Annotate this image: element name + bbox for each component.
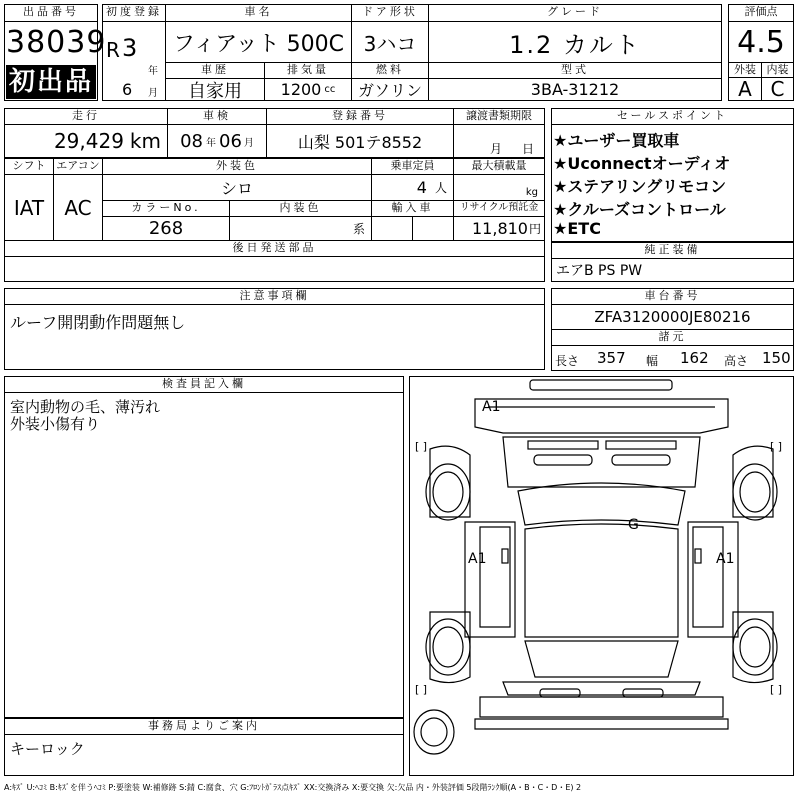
inspector-line-2: 外装小傷有り (10, 415, 101, 433)
displacement-unit: cc (324, 84, 336, 95)
score-int-label: 内装 (761, 62, 794, 78)
damage-mark-right-door: A1 (716, 551, 735, 567)
door-value: 3ハコ (351, 21, 429, 63)
sales-point-4: ★クルーズコントロール (553, 200, 726, 219)
dims-width: 162 (680, 349, 709, 367)
displacement-label: 排気量 (264, 62, 352, 79)
notes-value: ルーフ開閉動作問題無し (10, 313, 186, 332)
damage-diagram (409, 376, 794, 776)
damage-mark-windshield: G (628, 517, 639, 533)
office-value: キーロック (10, 740, 85, 758)
dims-label: 諸元 (551, 329, 794, 346)
damage-mark-left-door: A1 (468, 551, 487, 567)
notes-label: 注意事項欄 (4, 288, 545, 305)
later-parts-label: 後日発送部品 (4, 240, 545, 257)
import-cell-a (371, 216, 413, 241)
inspection-year-unit: 年 (206, 137, 216, 149)
import-label: 輸入車 (371, 200, 454, 217)
inspection-value (167, 124, 267, 158)
transfer-docs-day-unit: 日 (522, 142, 535, 156)
sales-point-2: ★Uconnectオーディオ (553, 154, 731, 173)
dims-length: 357 (597, 349, 626, 367)
sales-points-label: セールスポイント (551, 108, 794, 125)
transfer-docs-month-unit: 月 (490, 142, 503, 156)
fuel-label: 燃料 (351, 62, 429, 79)
import-cell-b (412, 216, 454, 241)
interior-color-suffix: 系 (352, 222, 365, 236)
legend: A:ｷｽﾞ U:ﾍｺﾐ B:ｷｽﾞを伴うﾍｺﾐ P:要塗装 W:補修跡 S:錆 C:腐食、穴 G:ﾌﾛﾝﾄｶﾞﾗｽ点ｷｽﾞ XX:交換済み X:要交換 欠:欠品 内・外装評価 5段階ﾗﾝｸ順(A・B・C・D・E) 2 (4, 783, 582, 792)
plate-value: 山梨 501テ8552 (266, 124, 454, 158)
svg-text:[ ]: [ ] (415, 440, 428, 453)
inspection-month-unit: 月 (243, 137, 254, 149)
first-reg-month-unit: 月 (148, 88, 158, 99)
recycle-value (453, 216, 545, 241)
score-value: 4.5 (728, 21, 794, 63)
exterior-color-label: 外装色 (102, 158, 372, 175)
score-label: 評価点 (728, 4, 794, 22)
aircon-label: エアコン (53, 158, 103, 175)
model-label: 型式 (428, 62, 722, 79)
lot-label: 出品番号 (4, 4, 98, 22)
shift-value: IAT (4, 174, 54, 241)
interior-color-label: 内装色 (229, 200, 372, 217)
standard-equipment-value: エアB PS PW (551, 258, 794, 282)
mileage-unit: km (129, 129, 161, 153)
displacement-number: 1200 (280, 80, 322, 99)
svg-text:[ ]: [ ] (770, 440, 783, 453)
dims-height-label: 高さ (724, 354, 749, 368)
first-reg-label: 初度登録 (102, 4, 166, 22)
damage-mark-front-bumper: A1 (482, 399, 501, 415)
mileage-number: 29,429 (53, 129, 124, 153)
car-name-label: 車名 (165, 4, 352, 22)
history-value: 自家用 (165, 78, 265, 101)
capacity-number: 4 (416, 178, 427, 197)
aircon-value: AC (53, 174, 103, 241)
score-int-value: C (761, 77, 794, 101)
inspector-box (4, 392, 404, 718)
grade-value: 1.2 カルト (428, 21, 722, 63)
inspector-line-1: 室内動物の毛、薄汚れ (10, 398, 161, 416)
recycle-number: 11,810 (472, 219, 528, 238)
displacement-value (264, 78, 352, 101)
svg-text:[ ]: [ ] (415, 683, 428, 696)
shift-label: シフト (4, 158, 54, 175)
color-no-label: カラーNo. (102, 200, 230, 217)
inspection-label: 車検 (167, 108, 267, 125)
capacity-value (371, 174, 454, 201)
color-no-value: 268 (102, 216, 230, 241)
transfer-docs-label: 譲渡書類期限 (453, 108, 545, 125)
capacity-label: 乗車定員 (371, 158, 454, 175)
sales-point-1: ★ユーザー買取車 (553, 131, 680, 150)
model-value: 3BA-31212 (428, 78, 722, 101)
inspection-year: 08 (180, 130, 203, 152)
inspector-label: 検査員記入欄 (4, 376, 404, 393)
max-load-unit: kg (525, 187, 538, 198)
car-name-value: フィアット 500C (165, 21, 352, 63)
grade-label: グレード (428, 4, 722, 22)
interior-color-value (229, 216, 372, 241)
mileage-label: 走行 (4, 108, 168, 125)
recycle-label: リサイクル預託金 (453, 200, 545, 217)
dims-length-label: 長さ (555, 354, 580, 368)
plate-label: 登録番号 (266, 108, 454, 125)
capacity-unit: 人 (434, 181, 447, 195)
office-label: 事務局よりご案内 (4, 718, 404, 735)
dims-height: 150 (762, 349, 791, 367)
score-ext-value: A (728, 77, 762, 101)
exterior-color-value: シロ (102, 174, 372, 201)
lot-number: 38039 (6, 25, 107, 60)
dims-box (551, 345, 794, 371)
mileage-value (4, 124, 168, 158)
chassis-value: ZFA3120000JE80216 (551, 304, 794, 330)
first-reg-year: 3 (122, 34, 138, 62)
sales-point-5: ★ETC (553, 219, 601, 238)
first-reg-month: 6 (122, 80, 133, 99)
inspection-month: 06 (219, 130, 242, 152)
score-ext-label: 外装 (728, 62, 762, 78)
dims-width-label: 幅 (646, 354, 659, 368)
later-parts-box (4, 256, 545, 282)
chassis-label: 車台番号 (551, 288, 794, 305)
svg-text:[ ]: [ ] (770, 683, 783, 696)
history-label: 車歴 (165, 62, 265, 79)
first-listing-badge: 初出品 (6, 65, 96, 99)
sales-point-3: ★ステアリングリモコン (553, 177, 727, 196)
fuel-value: ガソリン (351, 78, 429, 101)
first-reg-year-unit: 年 (148, 66, 158, 77)
max-load-label: 最大積載量 (453, 158, 545, 175)
door-label: ドア形状 (351, 4, 429, 22)
recycle-unit: 円 (528, 222, 541, 236)
first-reg-era: R (106, 38, 120, 62)
max-load-value (453, 174, 545, 201)
standard-equipment-label: 純正装備 (551, 242, 794, 259)
